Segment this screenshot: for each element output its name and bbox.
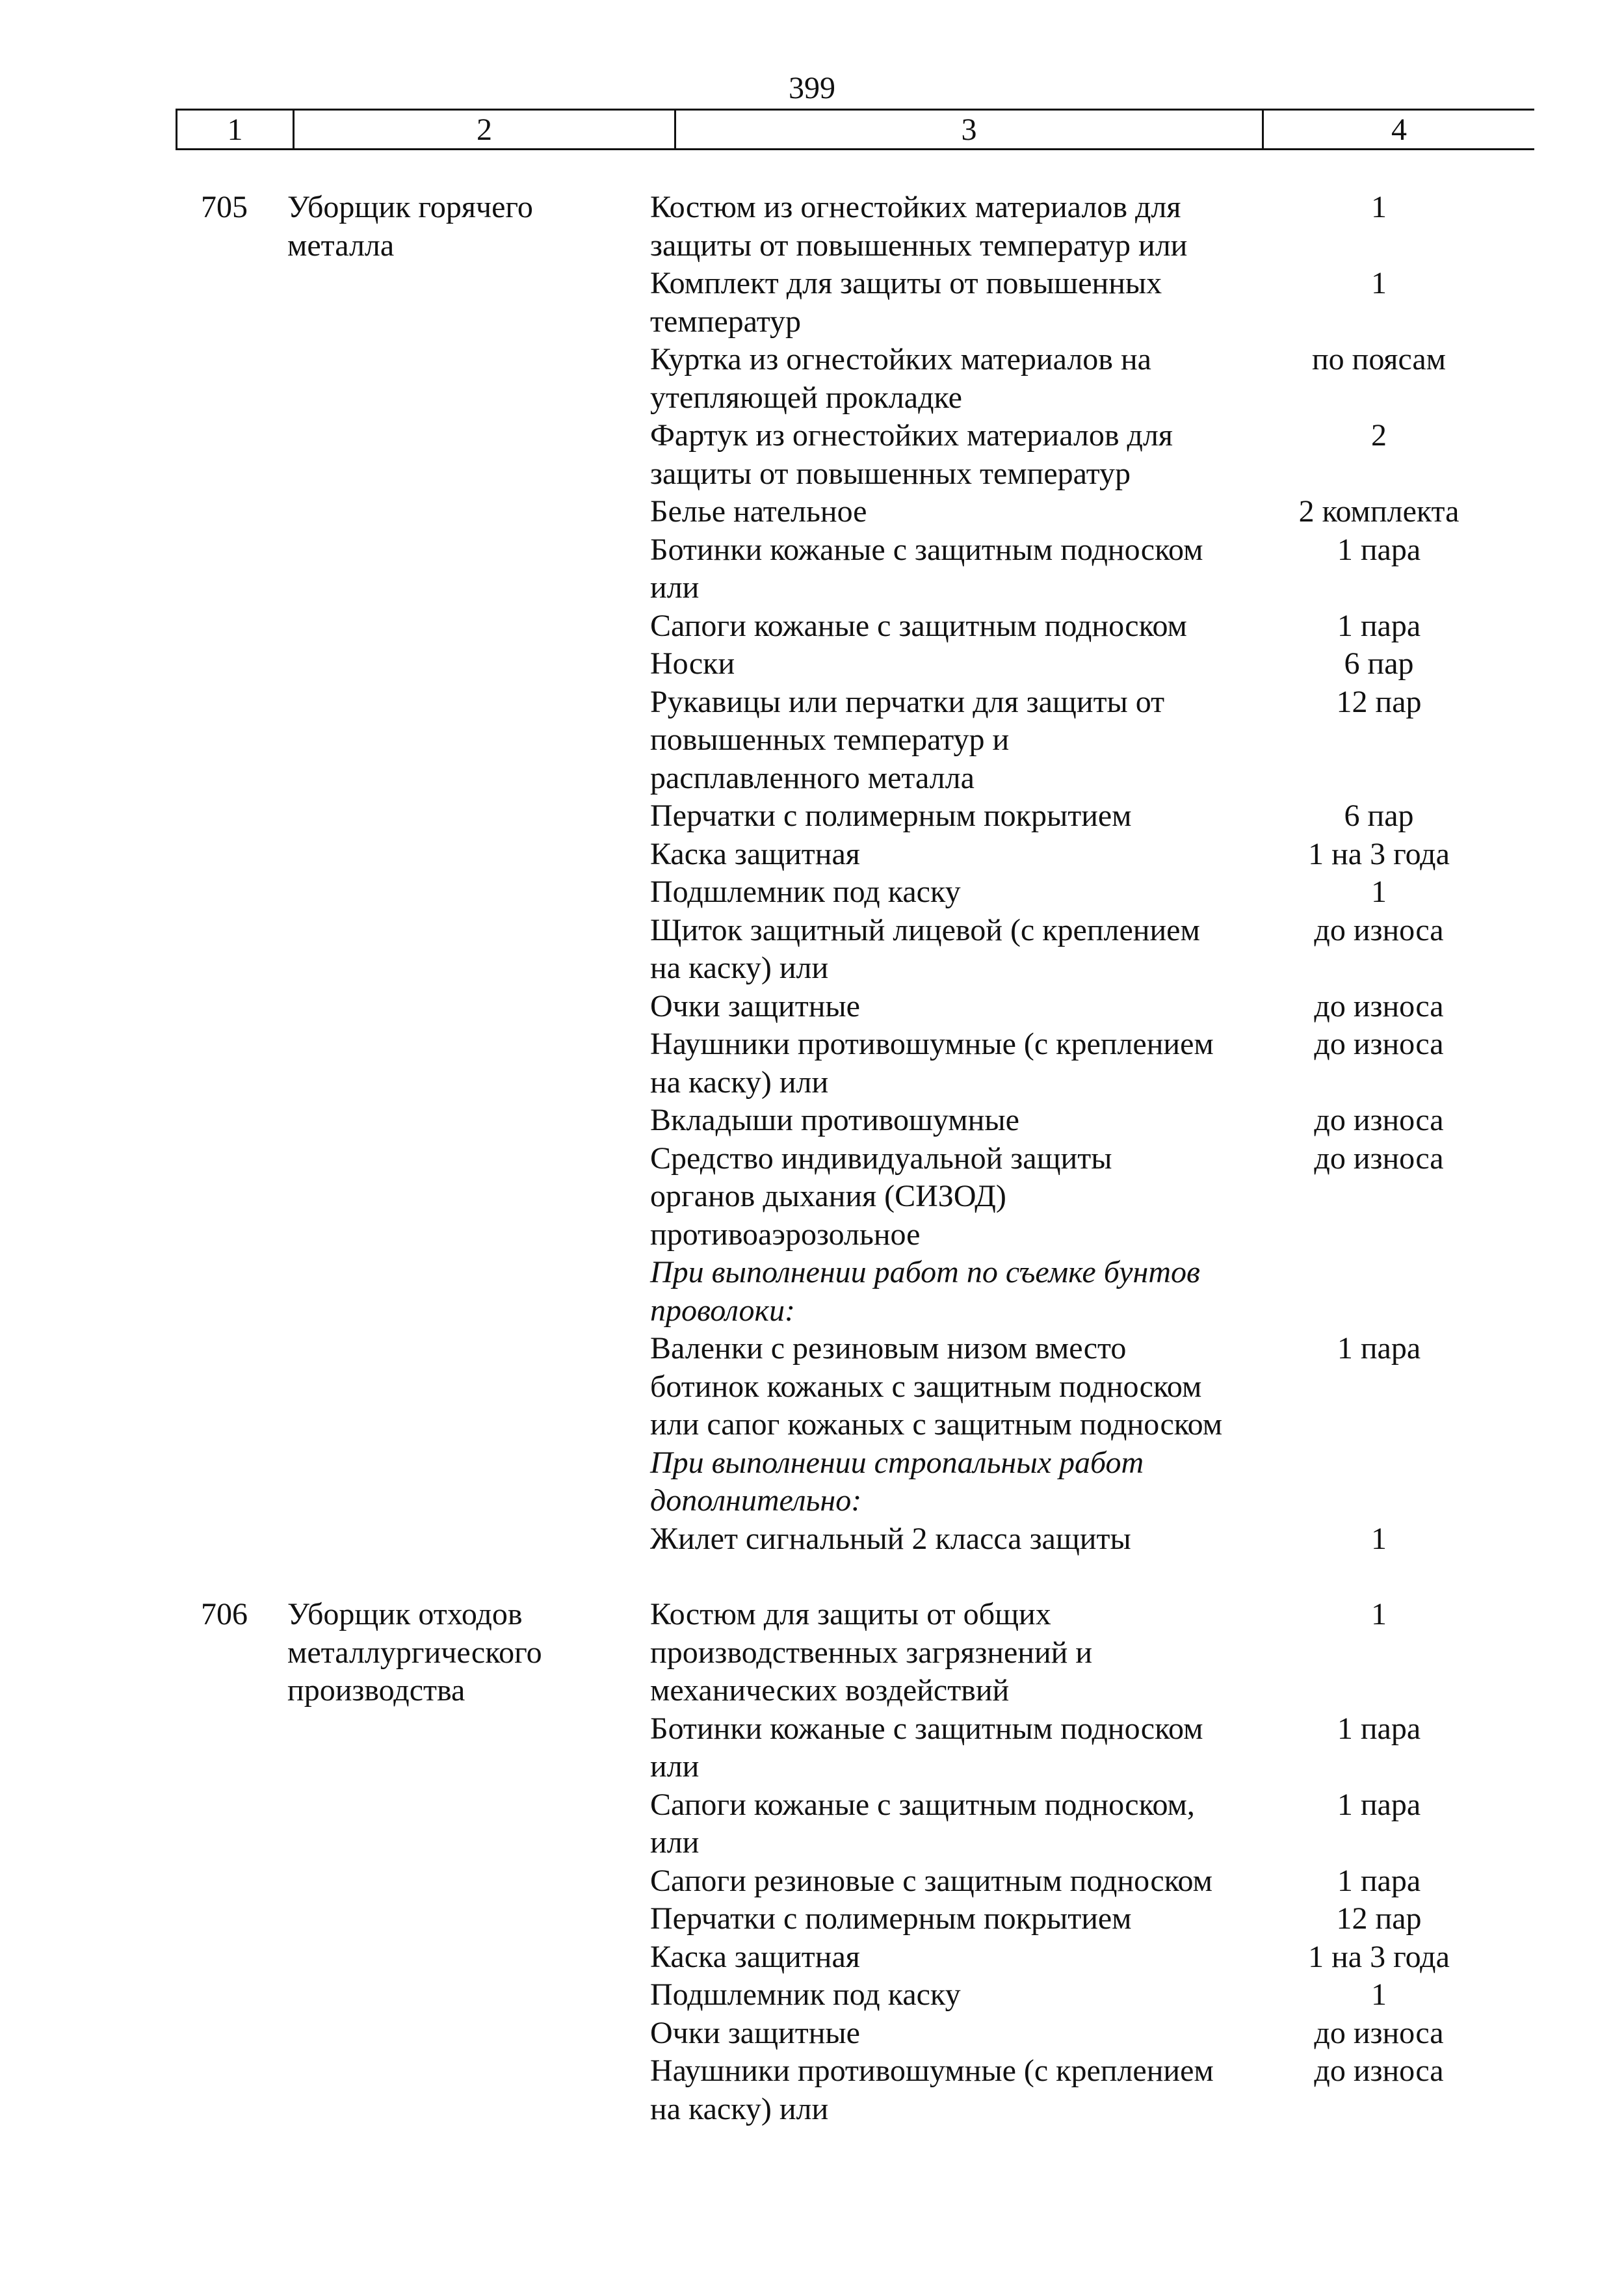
equipment-row bbox=[635, 683, 1534, 798]
equipment-name: Валенки с резиновым низом вместо ботинок кожаных с защитным подноском или сапог кожаных с защитным подноском bbox=[650, 1331, 1223, 1442]
equipment-quantity: 1 bbox=[1371, 1597, 1387, 1631]
equipment-name: Сапоги кожаные с защитным подноском bbox=[650, 608, 1187, 643]
equipment-name: Ботинки кожаные с защитным подноском или bbox=[650, 1711, 1203, 1784]
equipment-name: Каска защитная bbox=[650, 836, 860, 871]
equipment-row bbox=[635, 1862, 1534, 1901]
column-header-2: 2 bbox=[295, 111, 676, 148]
equipment-row bbox=[635, 417, 1534, 493]
condition-note: При выполнении стропальных работ дополнительно: bbox=[650, 1445, 1144, 1518]
equipment-name: Перчатки с полимерным покрытием bbox=[650, 798, 1132, 833]
equipment-row bbox=[635, 912, 1534, 988]
equipment-name: Щиток защитный лицевой (с креплением на каску) или bbox=[650, 912, 1200, 985]
equipment-name: Сапоги кожаные с защитным подноском, или bbox=[650, 1787, 1195, 1860]
equipment-row bbox=[635, 1710, 1534, 1786]
position-title: Уборщик горячего металла bbox=[287, 190, 533, 263]
equipment-name: Сапоги резиновые с защитным подноском bbox=[650, 1863, 1212, 1898]
position-number: 706 bbox=[201, 1597, 248, 1631]
position-title: Уборщик отходов металлургического производства bbox=[287, 1597, 542, 1708]
position-section bbox=[176, 1596, 1534, 2128]
equipment-row bbox=[635, 607, 1534, 646]
table-body bbox=[176, 189, 1534, 2128]
equipment-quantity: 1 на 3 года bbox=[1308, 1939, 1450, 1974]
equipment-quantity: 6 пар bbox=[1344, 646, 1414, 681]
equipment-row bbox=[635, 1596, 1534, 1710]
equipment-quantity: до износа bbox=[1314, 1103, 1444, 1137]
equipment-row bbox=[635, 1444, 1534, 1520]
equipment-row bbox=[635, 1330, 1534, 1444]
equipment-row bbox=[635, 1025, 1534, 1102]
equipment-name: Костюм для защиты от общих производственных загрязнений и механических воздействий bbox=[650, 1597, 1093, 1708]
equipment-row bbox=[635, 493, 1534, 531]
equipment-row bbox=[635, 2052, 1534, 2128]
equipment-row bbox=[635, 873, 1534, 912]
equipment-name: Наушники противошумные (с креплением на каску) или bbox=[650, 2053, 1214, 2126]
equipment-quantity: 1 пара bbox=[1337, 1711, 1421, 1746]
equipment-row bbox=[635, 2014, 1534, 2053]
column-header-3: 3 bbox=[676, 111, 1264, 148]
equipment-name: Жилет сигнальный 2 класса защиты bbox=[650, 1521, 1131, 1556]
equipment-quantity: 2 комплекта bbox=[1298, 494, 1460, 529]
equipment-quantity: 1 bbox=[1371, 266, 1387, 300]
equipment-row bbox=[635, 1938, 1534, 1977]
equipment-name: Подшлемник под каску bbox=[650, 875, 961, 909]
equipment-name: Очки защитные bbox=[650, 988, 860, 1023]
equipment-row bbox=[635, 341, 1534, 417]
equipment-row bbox=[635, 1900, 1534, 1938]
equipment-name: Носки bbox=[650, 646, 735, 681]
equipment-name: Фартук из огнестойких материалов для защиты от повышенных температур bbox=[650, 418, 1173, 491]
equipment-row bbox=[635, 645, 1534, 683]
equipment-quantity: 2 bbox=[1371, 418, 1387, 453]
equipment-quantity: до износа bbox=[1314, 2015, 1444, 2050]
equipment-row bbox=[635, 265, 1534, 341]
equipment-quantity: до износа bbox=[1314, 912, 1444, 947]
equipment-quantity: 1 пара bbox=[1337, 1331, 1421, 1366]
equipment-name: Ботинки кожаные с защитным подноском или bbox=[650, 532, 1203, 605]
equipment-name: Перчатки с полимерным покрытием bbox=[650, 1901, 1132, 1936]
equipment-row bbox=[635, 836, 1534, 874]
equipment-quantity: 1 пара bbox=[1337, 1787, 1421, 1822]
equipment-quantity: 12 пар bbox=[1336, 1901, 1422, 1936]
equipment-name: Рукавицы или перчатки для защиты от повышенных температур и расплавленного металла bbox=[650, 684, 1165, 795]
column-header-1: 1 bbox=[177, 111, 295, 148]
equipment-quantity: 1 bbox=[1371, 1521, 1387, 1556]
column-header-4: 4 bbox=[1391, 112, 1407, 147]
equipment-name: Белье нательное bbox=[650, 494, 867, 529]
equipment-name: Каска защитная bbox=[650, 1939, 860, 1974]
equipment-name: Костюм из огнестойких материалов для защиты от повышенных температур или bbox=[650, 190, 1188, 263]
equipment-quantity: 1 пара bbox=[1337, 532, 1421, 567]
equipment-name: Очки защитные bbox=[650, 2015, 860, 2050]
equipment-row bbox=[635, 1520, 1534, 1559]
equipment-quantity: по поясам bbox=[1311, 342, 1447, 376]
equipment-quantity: 1 пара bbox=[1337, 1863, 1421, 1898]
equipment-quantity: до износа bbox=[1314, 2053, 1444, 2088]
equipment-row bbox=[635, 189, 1534, 265]
equipment-quantity: 1 bbox=[1371, 190, 1387, 224]
equipment-name: Наушники противошумные (с креплением на каску) или bbox=[650, 1027, 1214, 1100]
equipment-name: Куртка из огнестойких материалов на утепляющей прокладке bbox=[650, 342, 1151, 415]
equipment-name: Комплект для защиты от повышенных температур bbox=[650, 266, 1162, 339]
equipment-row bbox=[635, 531, 1534, 607]
equipment-quantity: 12 пар bbox=[1336, 684, 1422, 719]
page-number: 399 bbox=[789, 71, 835, 105]
equipment-row bbox=[635, 1254, 1534, 1330]
equipment-list bbox=[635, 189, 1534, 1558]
equipment-name: Подшлемник под каску bbox=[650, 1977, 961, 2012]
position-section bbox=[176, 189, 1534, 1558]
equipment-row bbox=[635, 1976, 1534, 2014]
equipment-quantity: 1 bbox=[1371, 1977, 1387, 2012]
condition-note: При выполнении работ по съемке бунтов проволоки: bbox=[650, 1255, 1200, 1328]
equipment-name: Вкладыши противошумные bbox=[650, 1103, 1019, 1137]
equipment-quantity: до износа bbox=[1314, 988, 1444, 1023]
equipment-row bbox=[635, 988, 1534, 1026]
equipment-row bbox=[635, 1786, 1534, 1862]
equipment-quantity: 6 пар bbox=[1344, 798, 1414, 833]
equipment-quantity: 1 bbox=[1371, 875, 1387, 909]
equipment-name: Средство индивидуальной защиты органов дыхания (СИЗОД) противоаэрозольное bbox=[650, 1141, 1112, 1252]
equipment-quantity: 1 пара bbox=[1337, 608, 1421, 643]
equipment-row bbox=[635, 1140, 1534, 1254]
column-header-row bbox=[176, 109, 1534, 150]
equipment-row bbox=[635, 1102, 1534, 1140]
equipment-quantity: до износа bbox=[1314, 1027, 1444, 1061]
equipment-quantity: 1 на 3 года bbox=[1308, 836, 1450, 871]
equipment-quantity: до износа bbox=[1314, 1141, 1444, 1176]
equipment-list bbox=[635, 1596, 1534, 2128]
position-number: 705 bbox=[201, 190, 248, 224]
equipment-row bbox=[635, 797, 1534, 836]
